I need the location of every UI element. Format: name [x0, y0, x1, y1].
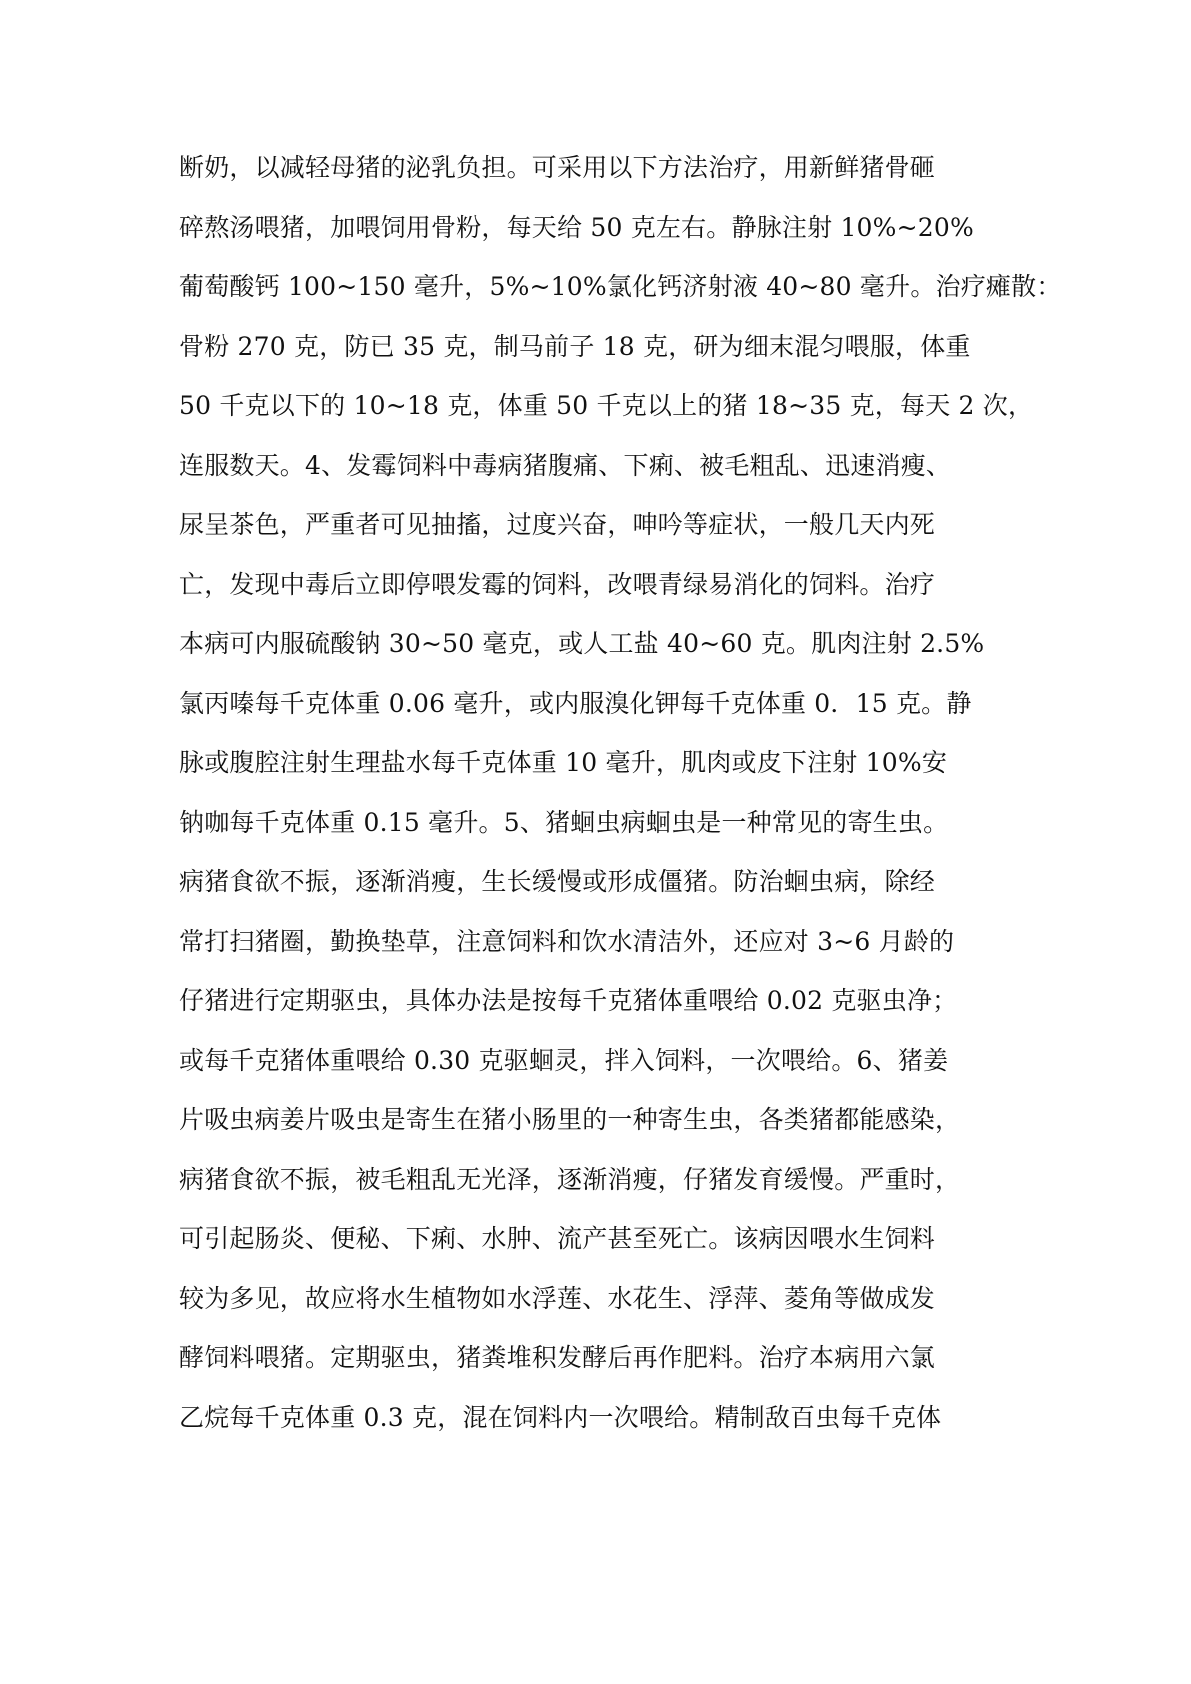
- text-line: 连服数天。4、发霉饲料中毒病猪腹痛、下痢、被毛粗乱、迅速消瘦、: [179, 450, 952, 480]
- text-line: 亡，发现中毒后立即停喂发霉的饲料，改喂青绿易消化的饲料。治疗: [179, 569, 936, 599]
- text-line: 氯丙嗪每千克体重 0.06 毫升，或内服溴化钾每千克体重 0．15 克。静: [179, 688, 972, 718]
- text-line: 尿呈茶色，严重者可见抽搐，过度兴奋，呻吟等症状，一般几天内死: [179, 510, 936, 539]
- text-line: 葡萄酸钙 100~150 毫升，5%~10%氯化钙济射液 40~80 毫升。治疗瘫散：: [179, 272, 1062, 301]
- text-line: 病猪食欲不振，逐渐消瘦，生长缓慢或形成僵猪。防治蛔虫病，除经: [179, 867, 936, 896]
- text-line: 常打扫猪圈，勤换垫草，注意饲料和饮水清洁外，还应对 3~6 月龄的: [179, 926, 955, 956]
- text-line: 较为多见，故应将水生植物如水浮莲、水花生、浮萍、菱角等做成发: [179, 1283, 936, 1313]
- text-line: 或每千克猪体重喂给 0.30 克驱蛔灵，拌入饲料，一次喂给。6、猪姜: [179, 1045, 949, 1075]
- text-line: 可引起肠炎、便秘、下痢、水肿、流产甚至死亡。该病因喂水生饲料: [179, 1224, 936, 1253]
- text-line: 酵饲料喂猪。定期驱虫，猪粪堆积发酵后再作肥料。治疗本病用六氯: [179, 1343, 936, 1372]
- text-line: 本病可内服硫酸钠 30~50 毫克，或人工盐 40~60 克。肌肉注射 2.5%: [179, 629, 985, 658]
- text-line: 片吸虫病姜片吸虫是寄生在猪小肠里的一种寄生虫，各类猪都能感染，: [179, 1105, 961, 1134]
- text-line: 脉或腹腔注射生理盐水每千克体重 10 毫升，肌肉或皮下注射 10%安: [179, 748, 948, 777]
- text-line: 碎熬汤喂猪，加喂饲用骨粉，每天给 50 克左右。静脉注射 10%~20%: [179, 212, 974, 242]
- text-line: 50 千克以下的 10~18 克，体重 50 千克以上的猪 18~35 克，每天 2 次，: [179, 391, 1034, 420]
- body-text: [179, 138, 1062, 1447]
- text-line: 病猪食欲不振，被毛粗乱无光泽，逐渐消瘦，仔猪发育缓慢。严重时，: [179, 1164, 961, 1194]
- text-line: 乙烷每千克体重 0.3 克，混在饲料内一次喂给。精制敌百虫每千克体: [179, 1402, 942, 1432]
- text-line: 仔猪进行定期驱虫，具体办法是按每千克猪体重喂给 0.02 克驱虫净；: [179, 986, 958, 1015]
- text-line: 骨粉 270 克，防已 35 克，制马前子 18 克，研为细末混匀喂服，体重: [179, 331, 971, 361]
- text-line: 钠咖每千克体重 0.15 毫升。5、猪蛔虫病蛔虫是一种常见的寄生虫。: [179, 807, 949, 837]
- text-line: 断奶，以减轻母猪的泌乳负担。可采用以下方法治疗，用新鲜猪骨砸: [179, 153, 936, 182]
